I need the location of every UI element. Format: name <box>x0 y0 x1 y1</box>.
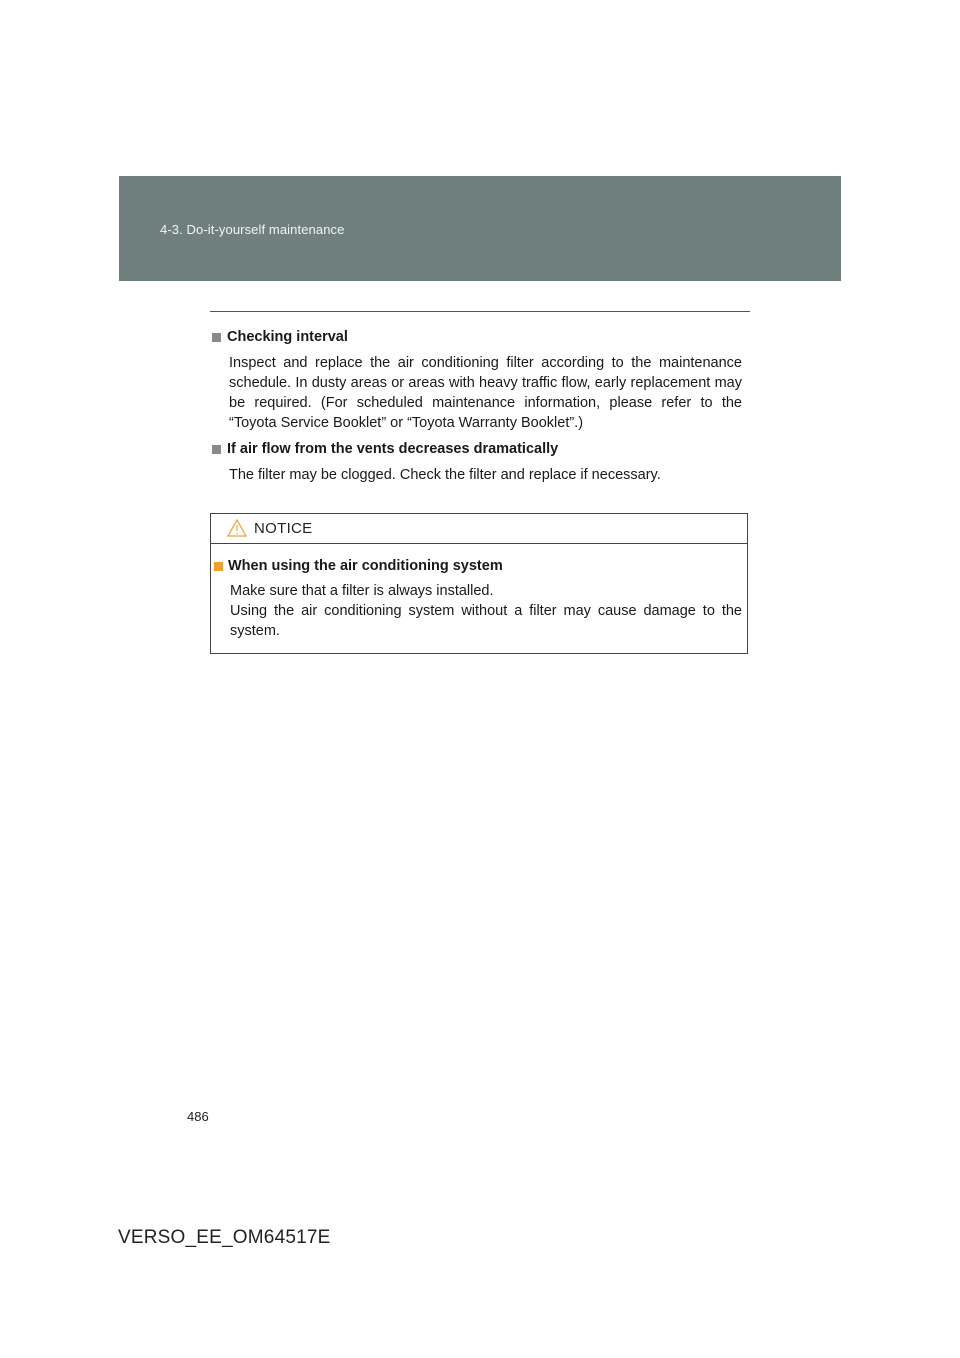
document-code: VERSO_EE_OM64517E <box>118 1227 331 1248</box>
item-heading-text: If air flow from the vents decreases dramatically <box>227 441 559 457</box>
notice-header <box>211 514 747 544</box>
notice-box <box>210 513 748 654</box>
notice-heading-text: When using the air conditioning system <box>228 558 503 574</box>
notice-content <box>214 556 742 641</box>
section-title: 4-3. Do-it-yourself maintenance <box>160 222 345 237</box>
warning-triangle-icon <box>227 519 247 537</box>
section-checking-interval <box>212 327 742 433</box>
item-heading <box>212 327 742 347</box>
header-band <box>119 176 841 281</box>
notice-title: NOTICE <box>254 520 313 537</box>
divider <box>210 311 750 312</box>
page-number: 486 <box>187 1109 209 1124</box>
section-air-flow <box>212 439 742 485</box>
notice-line: Using the air conditioning system without a filter may cause damage to the system. <box>230 603 742 639</box>
notice-line: Make sure that a filter is always installed. <box>230 583 494 599</box>
square-bullet-icon <box>212 445 221 454</box>
item-heading <box>212 439 742 459</box>
square-bullet-icon <box>214 562 223 571</box>
main-content <box>212 327 742 491</box>
item-heading-text: Checking interval <box>227 329 348 345</box>
item-body: The filter may be clogged. Check the filter and replace if necessary. <box>229 467 661 483</box>
notice-heading <box>214 556 742 576</box>
square-bullet-icon <box>212 333 221 342</box>
item-body: Inspect and replace the air conditioning filter according to the maintenance schedule. In dusty areas or areas with heavy traffic flow, early replacement may be required. (For scheduled maintenance information, please refer to the “Toyota Service Booklet” or “Toyota Warranty Booklet”.) <box>229 355 742 431</box>
